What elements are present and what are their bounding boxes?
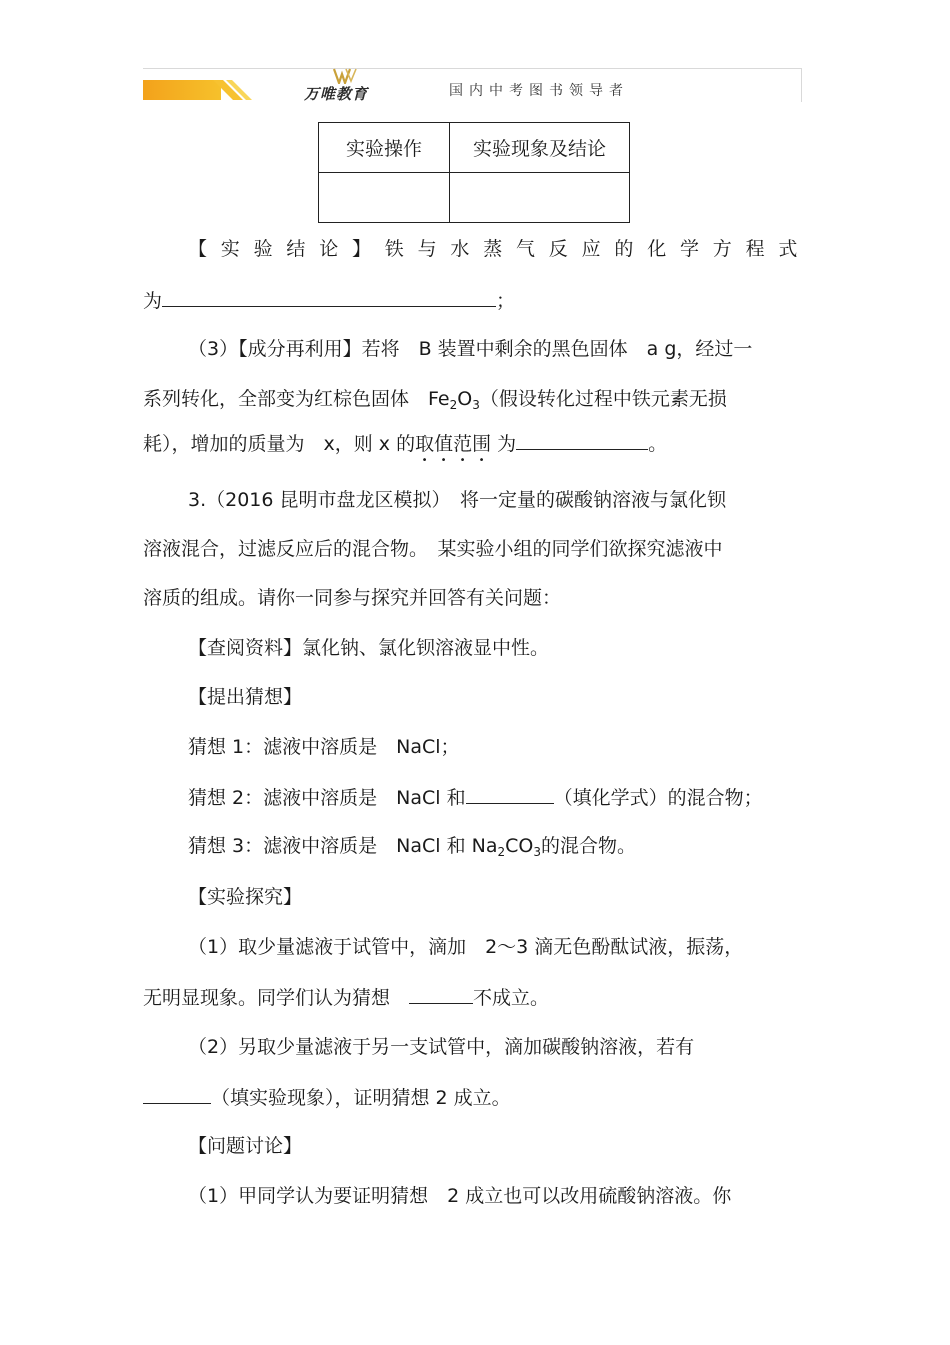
text-span: （填化学式）的混合物； [553, 787, 763, 809]
text-line: 3.（2016 昆明市盘龙区模拟） 将一定量的碳酸钠溶液与氯化钡 [188, 489, 727, 511]
text-line [143, 1085, 511, 1110]
text-line: 猜想 1：滤液中溶质是 NaCl； [188, 736, 460, 758]
experiment-table [318, 122, 630, 223]
answer-blank [409, 985, 473, 1004]
text-span: 耗），增加的质量为 x，则 x 的 [143, 433, 416, 455]
text-line: 溶质的组成。请你一同参与探究并回答有关问题： [143, 587, 562, 609]
text-line: 溶液混合，过滤反应后的混合物。 某实验小组的同学们欲探究滤液中 [143, 538, 723, 560]
subscript: 3 [472, 398, 480, 412]
answer-blank [466, 785, 554, 804]
text-span: 系列转化，全部变为红棕色固体 Fe [143, 388, 450, 410]
text-line: 【问题讨论】 [188, 1135, 303, 1157]
text-line [188, 834, 636, 858]
text-line: 【查阅资料】氯化钠、氯化钡溶液显中性。 [188, 637, 550, 659]
table-cell-empty [450, 173, 630, 223]
text-span: 不成立。 [473, 987, 550, 1009]
text-line: （1）甲同学认为要证明猜想 2 成立也可以改用硫酸钠溶液。你 [188, 1185, 732, 1207]
page-header [143, 68, 802, 102]
text-line [143, 985, 549, 1010]
text-span: 的混合物。 [540, 835, 636, 857]
table-header-cell: 实验操作 [319, 123, 450, 173]
header-rule [143, 68, 802, 69]
text-line: （3）【成分再利用】若将 B 装置中剩余的黑色固体 a g，经过一 [188, 338, 753, 360]
subscript: 2 [449, 398, 458, 412]
text-span: 无明显现象。同学们认为猜想 [143, 987, 410, 1009]
text-line: （2）另取少量滤液于另一支试管中，滴加碳酸钠溶液，若有 [188, 1036, 695, 1058]
text-span: 。 [648, 433, 668, 455]
text-line [188, 785, 763, 810]
text-span: （填实验现象），证明猜想 2 成立。 [211, 1087, 511, 1109]
text-span: CO [505, 835, 534, 857]
text-span: 为 [143, 290, 163, 312]
header-slogan: 国内中考图书领导者 [449, 83, 629, 99]
text-line: 【实验结论】铁与水蒸气反应的化学方程式 [188, 238, 812, 260]
table-header-cell: 实验现象及结论 [450, 123, 630, 173]
text-line: （1）取少量滤液于试管中，滴加 2～3 滴无色酚酞试液，振荡， [188, 936, 744, 958]
header-rule-right [801, 68, 802, 102]
text-span: ； [496, 290, 516, 312]
wanwei-logo-icon [333, 68, 357, 84]
text-span: 猜想 3：滤液中溶质是 NaCl 和 Na [188, 835, 498, 857]
answer-blank [162, 288, 496, 307]
text-line [143, 288, 515, 313]
emphasized-text: 取值范围 [415, 433, 492, 455]
table-cell-empty [319, 173, 450, 223]
table-row [319, 173, 630, 223]
text-span: 为 [491, 433, 517, 455]
answer-blank [143, 1085, 211, 1104]
text-line [143, 431, 667, 466]
logo-text: 万唯教育 [304, 85, 369, 103]
text-line [143, 387, 727, 411]
text-line: 【实验探究】 [188, 886, 303, 908]
table-header-row [319, 123, 630, 173]
answer-blank [516, 431, 648, 450]
subscript: 3 [533, 845, 541, 859]
text-span: （假设转化过程中铁元素无损 [479, 388, 727, 410]
text-line: 【提出猜想】 [188, 686, 303, 708]
text-span: O [457, 388, 473, 410]
text-span: 猜想 2：滤液中溶质是 NaCl 和 [188, 787, 466, 809]
subscript: 2 [497, 845, 506, 859]
header-color-bar [143, 80, 221, 100]
